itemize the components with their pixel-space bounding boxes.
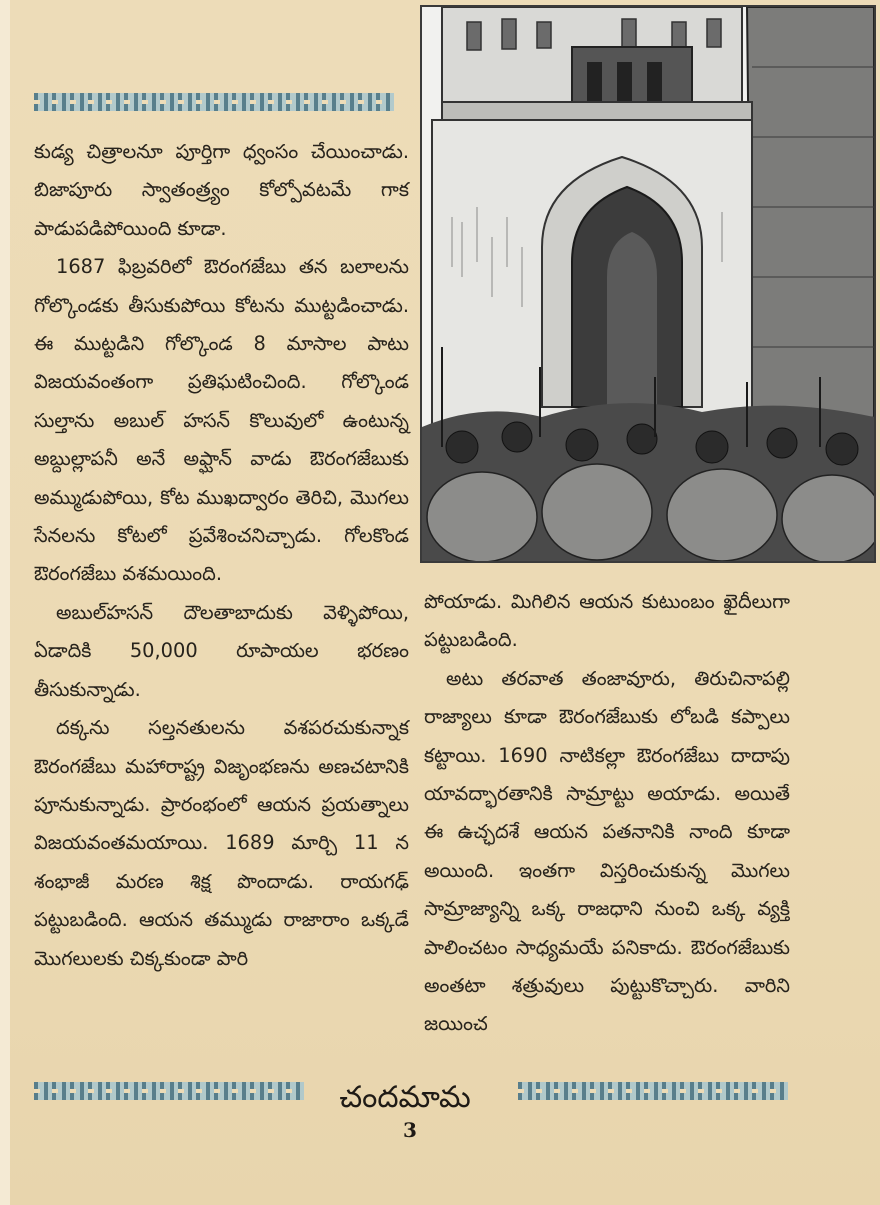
footer-masthead (0, 1072, 880, 1132)
paragraph-3: అబుల్‌హసన్ దౌలతాబాదుకు వెళ్ళిపోయి, ఏడాదికి 50,000 రూపాయల భరణం తీసుకున్నాడు. (34, 600, 409, 701)
footer-border-right (518, 1082, 788, 1100)
paragraph-4: దక్కను సల్తనతులను వశపరచుకున్నాక ఔరంగజేబు మహారాష్ట్ర విజృంభణను అణచటానికి పూనుకున్నాడు. ప్రారంభంలో ఆయన ప్రయత్నాలు విజయవంతమయాయి. 1689 మార్చి 11 న శంభాజీ మరణ శిక్ష పొందాడు. రాయగఢ్ పట్టుబడింది. ఆయన తమ్ముడు రాజారాం ఒక్కడే మొగలులకు చిక్కకుండా పారి (34, 716, 409, 970)
page-number: 3 (403, 1118, 417, 1142)
left-text-column (34, 133, 409, 978)
fort-gate-illustration (420, 5, 876, 563)
paragraph-6: అటు తరవాత తంజావూరు, తిరుచినాపల్లి రాజ్యాలు కూడా ఔరంగజేబుకు లోబడి కప్పాలు కట్టాయి. 1690 నాటికల్లా ఔరంగజేబు దాదాపు యావద్భారతానికి సామ్రాట్టు అయాడు. అయితే ఈ ఉచ్ఛదశే ఆయన పతనానికి నాంది కూడా అయింది. ఇంతగా విస్తరించుకున్న మొగలు సామ్రాజ్యాన్ని ఒక్క రాజధాని నుంచి ఒక్క వ్యక్తి పాలించటం సాధ్యమయే పనికాదు. ఔరంగజేబుకు అంతటా శత్రువులు పుట్టుకొచ్చారు. వారిని జయించ (424, 666, 790, 1036)
magazine-title: చందమామ (339, 1080, 471, 1115)
footer-border-left (34, 1082, 304, 1100)
paragraph-1: కుడ్య చిత్రాలనూ పూర్తిగా ధ్వంసం చేయించాడు. బిజాపూరు స్వాతంత్ర్యం కోల్పోవటమే గాక పాడుపడిపోయింది కూడా. (34, 140, 409, 240)
paragraph-2: 1687 ఫిబ్రవరిలో ఔరంగజేబు తన బలాలను గోల్కొండకు తీసుకుపోయి కోటను ముట్టడించాడు. ఈ ముట్టడిని గోల్కొండ 8 మాసాల పాటు విజయవంతంగా ప్రతిఘటించింది. గోల్కొండ సుల్తాను అబుల్ హసన్ కొలువులో ఉంటున్న అబ్దుల్లాపనీ అనే అఫ్ఘాన్ వాడు ఔరంగజేబుకు అమ్ముడుపోయి, కోట ముఖద్వారం తెరిచి, మొగలు సేనలను కోటలో ప్రవేశించనిచ్చాడు. గోలకొండ ఔరంగజేబు వశమయింది. (34, 255, 409, 586)
top-decorative-border (34, 93, 394, 111)
page-edge (0, 0, 10, 1205)
army-at-fort-gate-icon (422, 7, 874, 561)
right-text-column (424, 583, 790, 1044)
paragraph-5: పోయాడు. మిగిలిన ఆయన కుటుంబం ఖైదీలుగా పట్టుబడింది. (424, 590, 790, 652)
